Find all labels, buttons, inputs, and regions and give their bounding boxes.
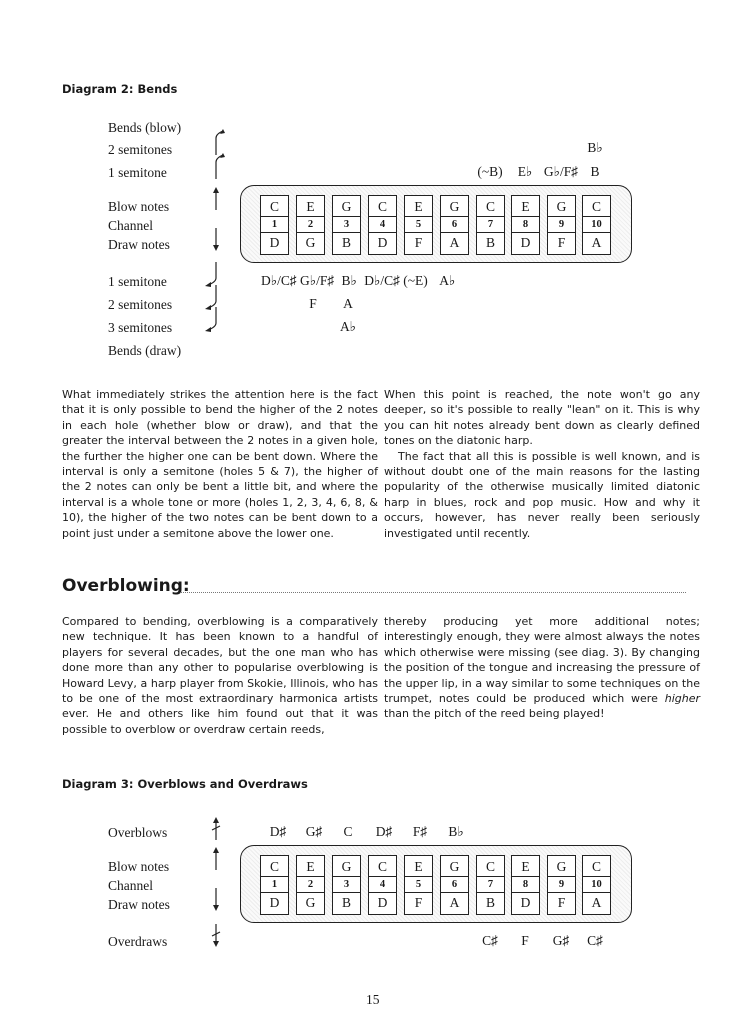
overdraw-hole-10: C♯	[587, 933, 603, 948]
text-column-left-1	[62, 387, 378, 541]
harp-hole: G 3 B	[332, 195, 361, 255]
harp-hole: C 7 B	[476, 855, 505, 915]
overblow-hole-1: D♯	[269, 824, 287, 839]
draw-bend-1-hole-6: A♭	[439, 273, 456, 288]
harp-hole: G 9 F	[547, 855, 576, 915]
label-draw-2-semitones: 2 semitones	[108, 297, 173, 312]
overdraw-hole-7: C♯	[482, 933, 498, 948]
label-bends-draw: Bends (draw)	[108, 343, 182, 358]
bend-up-arrow-icon	[210, 152, 230, 180]
heading-rule	[180, 592, 686, 593]
label-draw-3-semitones: 3 semitones	[108, 320, 173, 335]
overdraw-hole-9: G♯	[552, 933, 570, 948]
draw-bend-1-hole-1: D♭/C♯	[261, 273, 297, 288]
harp-hole: E 5 F	[404, 855, 433, 915]
harp-hole: G 3 B	[332, 855, 361, 915]
label-draw-1-semitone: 1 semitone	[108, 274, 167, 289]
harp-hole: E 2 G	[296, 855, 325, 915]
draw-bend-1-hole-3: B♭	[341, 273, 357, 288]
blow-bend-1-hole-7: (~B)	[477, 164, 503, 179]
text-column-left-2	[62, 614, 378, 737]
paragraph: Compared to bending, overblowing is a comparatively new technique. It has been known to a handful of players for several decades, but the one man who has done more than any other to popularise overblowing is Howard Levy, a harp player from Skokie, Illinois, who has to be one of the most extraordinary harmonica artists ever. He and others like him found out that it was possible to overblow or overdraw certain reeds,	[62, 615, 378, 736]
draw-bend-3-hole-3: A♭	[339, 319, 357, 334]
blow-up-arrow-icon	[210, 846, 222, 870]
harp-hole: E 8 D	[511, 195, 540, 255]
harp-hole: C 10 A	[582, 855, 611, 915]
label-overdraws: Overdraws	[108, 934, 168, 949]
harp-hole: C 7 B	[476, 195, 505, 255]
paragraph: What immediately strikes the attention here is the fact that it is only possible to bend the higher of the 2 notes in each hole (whether blow or draw), and that the greater the interval between the 2 notes in a given hole, the further the higher one can be bent down. Where the interval is only a semitone (holes 5 & 7), the higher of the 2 notes can only be bent a little bit, and where the interval is a whole tone or more (holes 1, 2, 3, 4, 6, 8, & 10), the higher of the two notes can be bent down to a point just under a semitone above the lower one.	[62, 388, 378, 540]
draw-down-arrow-icon	[210, 888, 222, 912]
label-blow-notes: Blow notes	[108, 859, 170, 874]
overblow-hole-7: F♯	[412, 824, 428, 839]
bend-down-arrow-icon	[202, 307, 222, 333]
harmonica-diagram	[240, 185, 632, 263]
overblow-hole-5: C	[343, 824, 353, 839]
harmonica-diagram	[240, 845, 632, 923]
blow-bend-1-hole-10: B	[590, 164, 600, 179]
overblow-hole-6: D♯	[375, 824, 393, 839]
section-heading: Overblowing:	[62, 576, 190, 596]
draw-bend-1-hole-2: G♭/F♯	[300, 273, 335, 288]
label-bends-blow: Bends (blow)	[108, 120, 182, 135]
paragraph: thereby producing yet more additional notes; interestingly enough, they were almost always the notes which otherwise were missing (see diag. 3). By changing the position of the tongue and increasing the pressure of the upper lip, in a way similar to some techniques on the trumpet, notes could be produced which were higher than the pitch of the reed being played!	[384, 615, 700, 721]
overdraw-hole-8: F	[521, 933, 529, 948]
overblow-arrow-icon	[210, 816, 222, 840]
draw-bend-1-hole-4-5: D♭/C♯ (~E)	[364, 273, 428, 288]
text-column-right-1	[384, 387, 700, 541]
diagram-3-title: Diagram 3: Overblows and Overdraws	[62, 777, 308, 791]
draw-bend-2-hole-3: A	[343, 296, 353, 311]
harp-hole: C 4 D	[368, 855, 397, 915]
harp-hole: C 10 A	[582, 195, 611, 255]
paragraph: When this point is reached, the note won't go any deeper, so it's possible to really "lean" on it. This is why you can hit notes already bent down as clearly defined tones on the diatonic harp.	[384, 388, 700, 448]
label-channel: Channel	[108, 218, 153, 233]
label-draw-notes: Draw notes	[108, 897, 170, 912]
draw-bend-1-row	[261, 273, 455, 289]
diagram-2-title: Diagram 2: Bends	[62, 82, 178, 96]
label-channel: Channel	[108, 878, 153, 893]
blow-up-arrow-icon	[210, 186, 222, 210]
overblow-hole-8: B♭	[448, 824, 464, 839]
emphasis-higher: higher	[664, 692, 700, 706]
harp-hole: G 6 A	[440, 195, 469, 255]
overdraw-arrow-icon	[210, 924, 222, 948]
label-overblows: Overblows	[108, 825, 168, 840]
overblow-hole-4: G♯	[305, 824, 323, 839]
draw-down-arrow-icon	[210, 228, 222, 252]
label-blow-1-semitone: 1 semitone	[108, 165, 167, 180]
harp-hole: C 1 D	[260, 855, 289, 915]
harp-hole: E 5 F	[404, 195, 433, 255]
text-column-right-2	[384, 614, 700, 722]
page-number: 15	[366, 992, 380, 1007]
harp-hole: C 1 D	[260, 195, 289, 255]
draw-bend-2-hole-2: F	[309, 296, 317, 311]
blow-bend-1-hole-9: G♭/F♯	[543, 164, 579, 179]
blow-bend-2-hole-10: B♭	[587, 140, 603, 155]
label-blow-notes: Blow notes	[108, 199, 170, 214]
harp-hole: G 9 F	[547, 195, 576, 255]
paragraph: The fact that all this is possible is well known, and is without doubt one of the main reasons for the lasting popularity of the otherwise musically limited diatonic harp in blues, rock and pop music. How and why it occurs, however, has never really been seriously investigated until recently.	[384, 449, 700, 540]
blow-bend-1-hole-8: E♭	[517, 164, 533, 179]
label-draw-notes: Draw notes	[108, 237, 170, 252]
label-blow-2-semitones: 2 semitones	[108, 142, 173, 157]
harp-hole: G 6 A	[440, 855, 469, 915]
harp-hole: E 2 G	[296, 195, 325, 255]
harp-hole: C 4 D	[368, 195, 397, 255]
harp-hole: E 8 D	[511, 855, 540, 915]
